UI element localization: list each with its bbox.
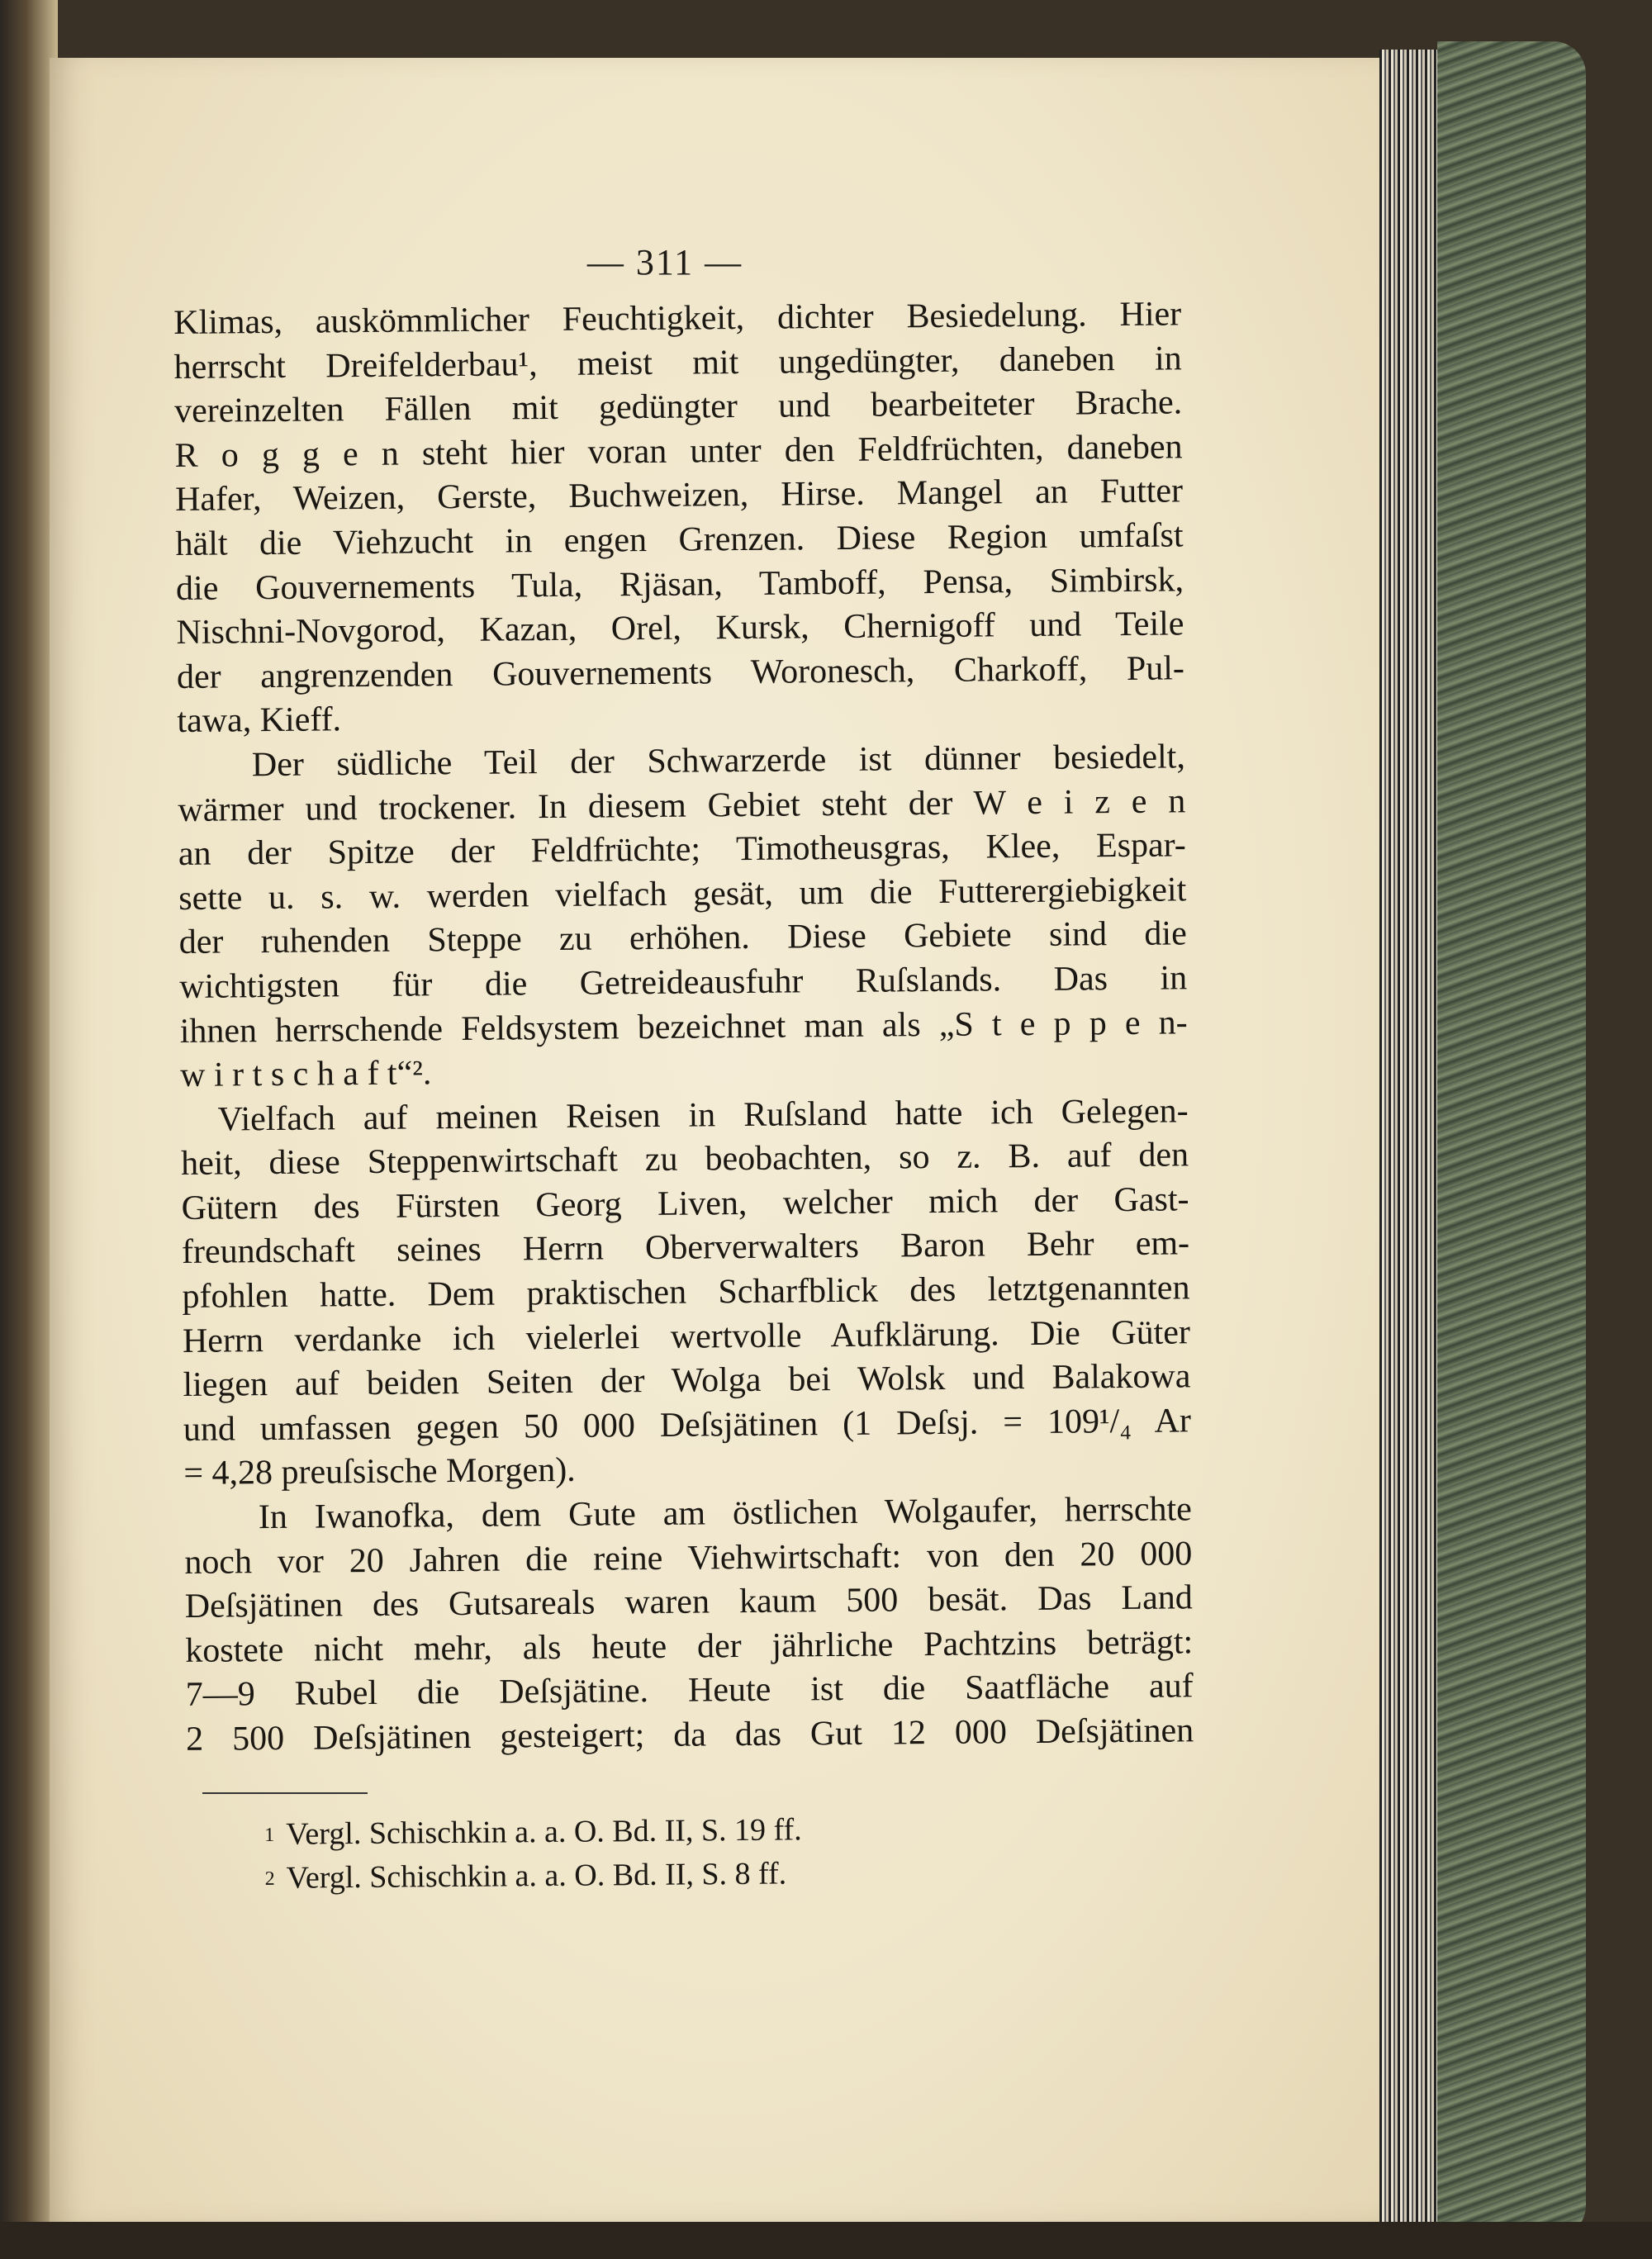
text-line: Klimas, auskömmlicher Feuchtigkeit, dichter Besiedelung. Hier (173, 295, 1182, 342)
footnote-mark: 2 (264, 1867, 275, 1890)
footnote (264, 1850, 1008, 1901)
footnote-divider (202, 1792, 368, 1794)
text-line: In Iwanofka, dem Gute am östlichen Wolgaufer, herrschte (258, 1490, 1193, 1537)
footnote (264, 1806, 1008, 1857)
text-line: = 4,28 preuſsische Morgen). (183, 1451, 576, 1493)
text-line: Gütern des Fürsten Georg Liven, welcher mich der Gast- (181, 1180, 1189, 1227)
text-line: tawa, Kieff. (177, 700, 342, 741)
text-line: Herrn verdanke ich vielerlei wertvolle Aufklärung. Die Güter (182, 1312, 1191, 1360)
text-line: freundschaft seines Herrn Oberverwalters Baron Behr em- (181, 1224, 1190, 1272)
text-line: noch vor 20 Jahren die reine Viehwirtschaft: von den 20 000 (184, 1534, 1193, 1582)
text-line: 2 500 Deſsjätinen gesteigert; da das Gut 12 000 Deſsjätinen (185, 1711, 1194, 1758)
text-line: kostete nicht mehr, als heute der jährliche Pachtzins beträgt: (185, 1623, 1194, 1670)
text-line: an der Spitze der Feldfrüchte; Timotheusgras, Klee, Espar- (178, 826, 1186, 874)
text-line: w i r t s c h a f t“². (179, 1054, 432, 1095)
text-line: 7—9 Rubel die Deſsjätine. Heute ist die Saatfläche auf (185, 1667, 1194, 1715)
body-text (173, 292, 1194, 1762)
text-line: Vielfach auf meinen Reisen in Ruſsland hatte ich Gelegen- (217, 1092, 1189, 1139)
text-line: ihnen herrschende Feldsystem bezeichnet man als „S t e p p e n- (179, 1003, 1188, 1051)
text-line: der angrenzenden Gouvernements Woronesch, Charkoff, Pul- (176, 649, 1185, 696)
text-line: Hafer, Weizen, Gerste, Buchweizen, Hirse. Mangel an Futter (174, 472, 1184, 520)
text-line: und umfassen gegen 50 000 Deſsjätinen (1 Deſsj. = 109¹/₄ Ar (183, 1402, 1192, 1449)
text-line: wichtigsten für die Getreideausfuhr Ruſslands. Das in (179, 959, 1188, 1006)
text-line: Nischni-Novgorod, Kazan, Orel, Kursk, Chernigoff und Teile (176, 605, 1184, 653)
footnote-text: Vergl. Schischkin a. a. O. Bd. II, S. 19 ff. (286, 1812, 802, 1852)
text-line: herrscht Dreifelderbau¹, meist mit ungedüngter, daneben in (173, 339, 1182, 387)
text-line: hält die Viehzucht in engen Grenzen. Diese Region umfaſst (175, 516, 1184, 563)
text-line: liegen auf beiden Seiten der Wolga bei Wolsk und Balakowa (183, 1357, 1191, 1405)
text-line: pfohlen hatte. Dem praktischen Scharfblick des letztgenannten (182, 1269, 1190, 1317)
page-number: — 311 — (586, 242, 743, 282)
text-line: Deſsjätinen des Gutsareals waren kaum 500 besät. Das Land (184, 1578, 1193, 1626)
background-bottom (0, 2222, 1652, 2259)
text-line: der ruhenden Steppe zu erhöhen. Diese Gebiete sind die (178, 914, 1187, 962)
text-line: die Gouvernements Tula, Rjäsan, Tamboff, Pensa, Simbirsk, (175, 560, 1184, 608)
text-line: heit, diese Steppenwirtschaft zu beobachten, so z. B. auf den (180, 1136, 1189, 1184)
footnotes (264, 1806, 1009, 1901)
footnote-mark: 1 (264, 1824, 275, 1846)
text-line: wärmer und trockener. In diesem Gebiet steht der W e i z e n (178, 781, 1186, 829)
page-edges (1379, 50, 1437, 2230)
footnote-text: Vergl. Schischkin a. a. O. Bd. II, S. 8 ff. (286, 1856, 787, 1896)
text-line: Der südliche Teil der Schwarzerde ist dünner besiedelt, (251, 738, 1186, 785)
text-line: sette u. s. w. werden vielfach gesät, um die Futterergiebigkeit (178, 871, 1187, 918)
text-line: vereinzelten Fällen mit gedüngter und bearbeiteter Brache. (173, 383, 1183, 431)
book-cover (1437, 41, 1586, 2238)
text-line: R o g g e n steht hier voran unter den Feldfrüchten, daneben (174, 428, 1183, 475)
